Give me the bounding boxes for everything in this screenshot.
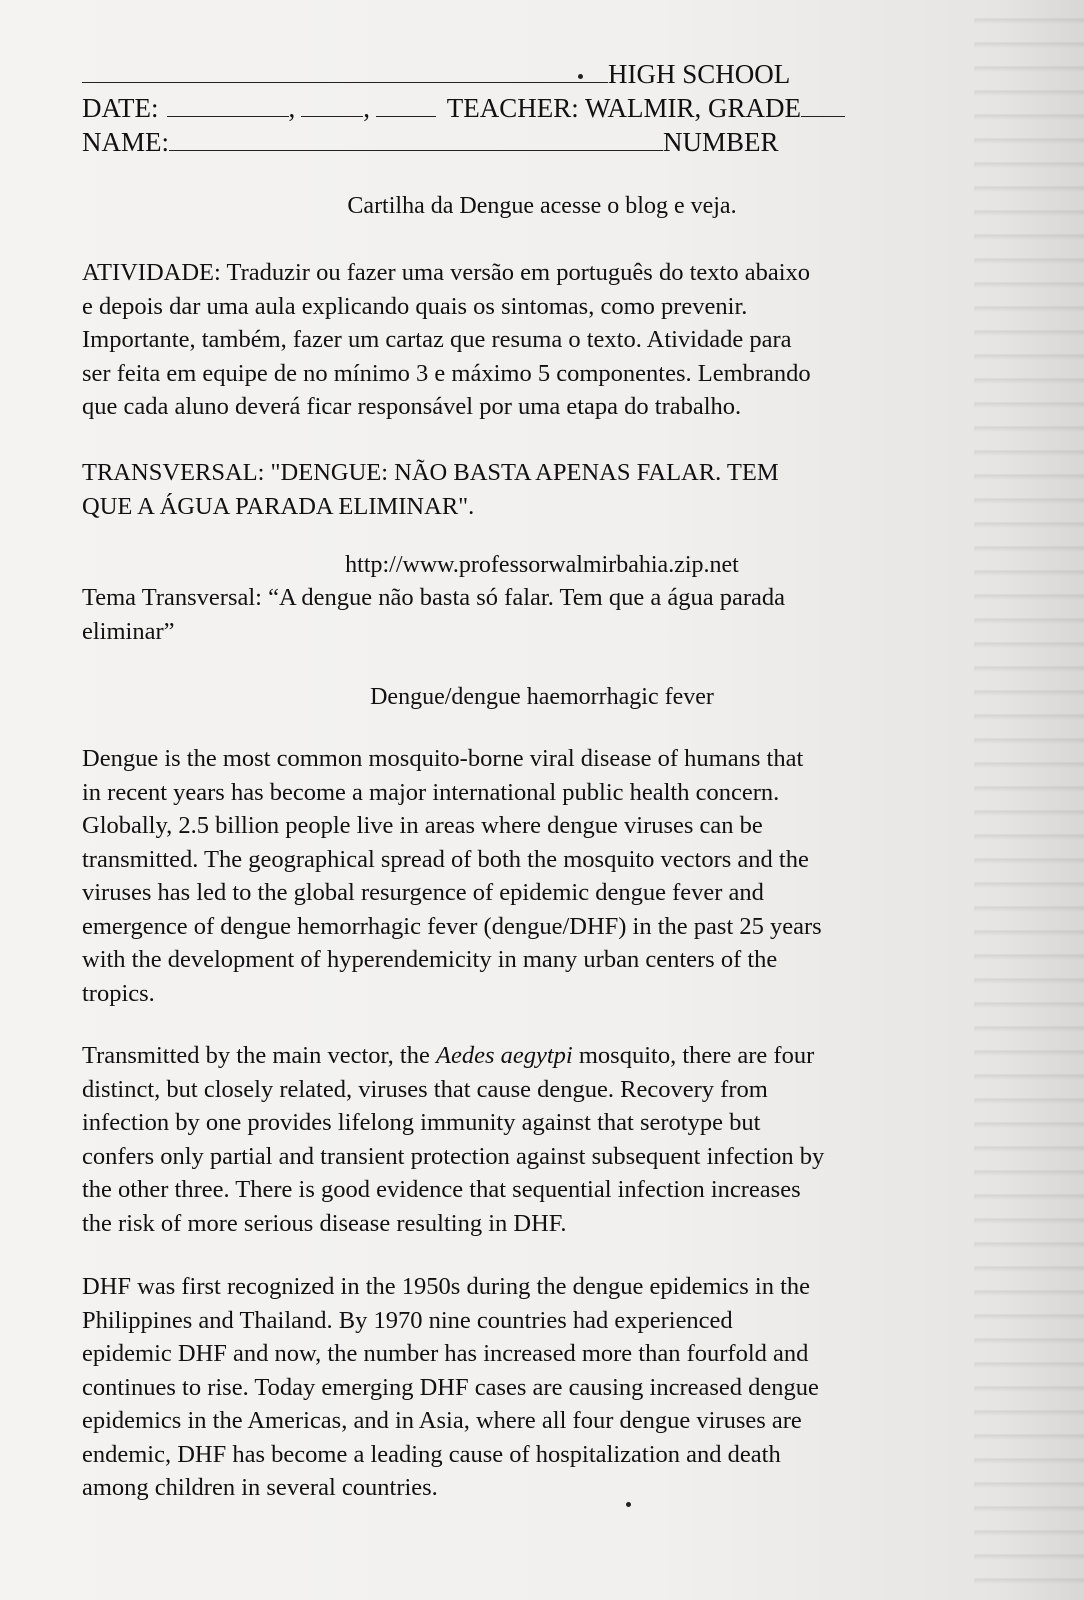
school-name-blank [82, 82, 608, 83]
p1-line: viruses has led to the global resurgence of epidemic dengue fever and [82, 879, 764, 906]
name-line [82, 125, 779, 159]
scan-shadow-edge [974, 0, 1084, 1600]
article-paragraph-1 [82, 742, 982, 1010]
p3-line: DHF was first recognized in the 1950s during the dengue epidemics in the [82, 1273, 811, 1300]
atividade-line: Importante, também, fazer um cartaz que resuma o texto. Atividade para [82, 326, 792, 353]
stray-dot [578, 74, 583, 79]
teacher-label: TEACHER: WALMIR, GRADE [446, 93, 801, 123]
article-paragraph-2 [82, 1039, 982, 1240]
p3-line: endemic, DHF has become a leading cause of hospitalization and death [82, 1440, 781, 1468]
p1-line: tropics. [82, 979, 155, 1007]
p2-line: infection by one provides lifelong immunity against that serotype but [82, 1109, 761, 1136]
p3-line: epidemics in the Americas, and in Asia, where all four dengue viruses are [82, 1407, 802, 1434]
p2-text: Transmitted by the main vector, the [82, 1042, 436, 1069]
date-label: DATE: [82, 93, 159, 123]
tema-line: Tema Transversal: “A dengue não basta só falar. Tem que a água parada [82, 584, 785, 611]
date-year-blank [376, 116, 436, 117]
p1-line: Globally, 2.5 billion people live in areas where dengue viruses can be [82, 812, 763, 839]
transversal-line: TRANSVERSAL: "DENGUE: NÃO BASTA APENAS FALAR. TEM [82, 459, 779, 486]
atividade-line: ATIVIDADE: Traduzir ou fazer uma versão em português do texto abaixo [82, 259, 811, 286]
p2-line: distinct, but closely related, viruses that cause dengue. Recovery from [82, 1075, 768, 1103]
p3-line: among children in several countries. [82, 1474, 438, 1501]
date-day-blank [167, 116, 289, 117]
transversal-line: QUE A ÁGUA PARADA ELIMINAR". [82, 492, 475, 520]
article-paragraph-3 [82, 1270, 982, 1505]
name-label: NAME: [82, 127, 169, 157]
atividade-line: ser feita em equipe de no mínimo 3 e máximo 5 componentes. Lembrando [82, 359, 811, 387]
p2-line [82, 1039, 982, 1073]
cartilha-line: Cartilha da Dengue acesse o blog e veja. [347, 193, 737, 219]
atividade-line: e depois dar uma aula explicando quais os sintomas, como prevenir. [82, 292, 748, 320]
atividade-paragraph [82, 256, 982, 424]
school-label: HIGH SCHOOL [608, 59, 791, 89]
p3-line: continues to rise. Today emerging DHF cases are causing increased dengue [82, 1373, 819, 1401]
transversal-heading [82, 456, 982, 523]
p1-line: Dengue is the most common mosquito-borne viral disease of humans that [82, 745, 804, 772]
p1-line: transmitted. The geographical spread of both the mosquito vectors and the [82, 845, 809, 873]
p2-line: the other three. There is good evidence that sequential infection increases [82, 1176, 801, 1203]
stray-dot [626, 1502, 631, 1507]
name-blank [169, 150, 663, 151]
grade-blank [801, 116, 845, 117]
p1-line: in recent years has become a major international public health concern. [82, 778, 780, 806]
p2-text: mosquito, there are four [572, 1042, 815, 1069]
date-separator: , [288, 93, 296, 123]
p1-line: with the development of hyperendemicity in many urban centers of the [82, 946, 778, 973]
tema-transversal [82, 581, 982, 648]
p2-line: the risk of more serious disease resulting in DHF. [82, 1209, 567, 1237]
date-month-blank [301, 116, 363, 117]
p3-line: epidemic DHF and now, the number has increased more than fourfold and [82, 1340, 809, 1367]
blog-url: http://www.professorwalmirbahia.zip.net [345, 552, 739, 578]
species-name: Aedes aegytpi [435, 1042, 573, 1069]
date-line [82, 91, 845, 125]
p1-line: emergence of dengue hemorrhagic fever (dengue/DHF) in the past 25 years [82, 912, 822, 940]
school-line [82, 57, 790, 91]
atividade-line: que cada aluno deverá ficar responsável por uma etapa do trabalho. [82, 393, 742, 420]
tema-line: eliminar” [82, 617, 175, 645]
number-label: NUMBER [663, 127, 779, 157]
article-title: Dengue/dengue haemorrhagic fever [370, 684, 714, 710]
date-separator: , [363, 93, 370, 123]
p2-line: confers only partial and transient protection against subsequent infection by [82, 1142, 825, 1170]
p3-line: Philippines and Thailand. By 1970 nine countries had experienced [82, 1306, 733, 1334]
